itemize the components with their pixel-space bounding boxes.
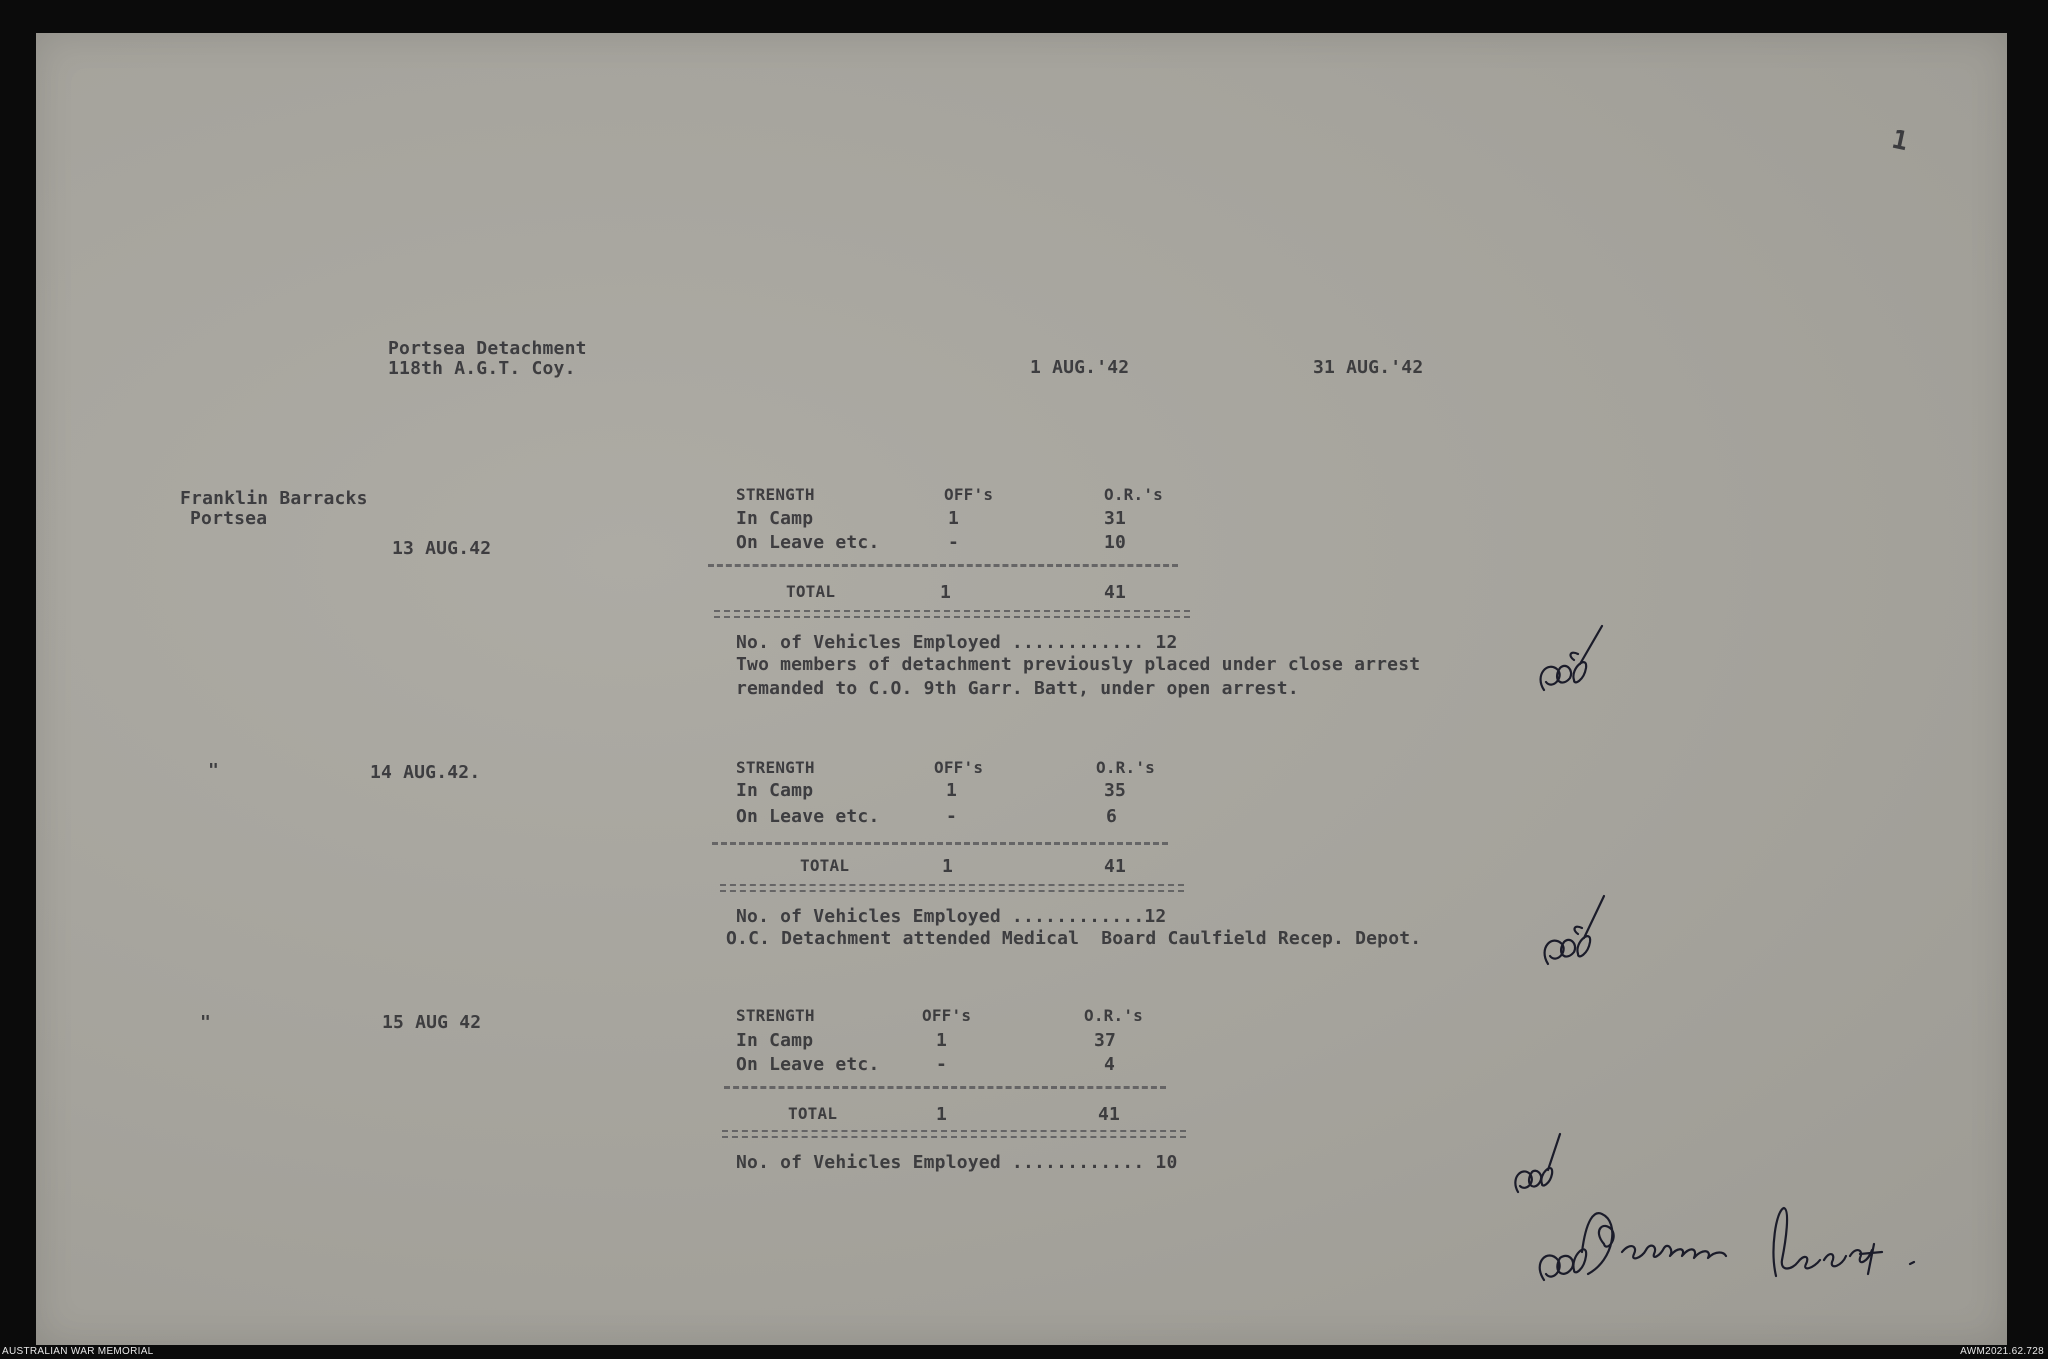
in-camp-other-ranks: 31 (1104, 508, 1127, 529)
vehicles-employed: No. of Vehicles Employed ............ 10 (736, 1152, 1178, 1173)
other-ranks-heading: O.R.'s (1084, 1006, 1143, 1025)
total-label: TOTAL (786, 582, 836, 601)
ditto-mark: " (208, 760, 220, 781)
subtotal-rule (708, 564, 1178, 567)
leave-officers: - (948, 532, 960, 553)
total-officers: 1 (940, 582, 952, 603)
total-other-ranks: 41 (1104, 582, 1127, 603)
other-ranks-heading: O.R.'s (1104, 485, 1163, 504)
handwritten-initials-2 (1536, 892, 1616, 972)
in-camp-officers: 1 (936, 1030, 948, 1051)
total-other-ranks: 41 (1104, 856, 1127, 877)
leave-other-ranks: 4 (1104, 1054, 1116, 1075)
in-camp-other-ranks: 37 (1094, 1030, 1117, 1051)
unit-name-line1: Portsea Detachment (388, 338, 587, 359)
subtotal-rule (724, 1086, 1166, 1089)
officers-heading: OFF's (922, 1006, 972, 1025)
in-camp-officers: 1 (948, 508, 960, 529)
remark-line1: Two members of detachment previously placed under close arrest (736, 654, 1421, 675)
total-officers: 1 (936, 1104, 948, 1125)
location-line2: Portsea (190, 508, 268, 529)
total-other-ranks: 41 (1098, 1104, 1121, 1125)
entry-date: 14 AUG.42. (370, 762, 481, 783)
in-camp-label: In Camp (736, 1030, 814, 1051)
handwritten-initials-1 (1530, 620, 1610, 700)
total-double-rule (714, 610, 1190, 618)
in-camp-label: In Camp (736, 780, 814, 801)
entry-date: 15 AUG 42 (382, 1012, 482, 1033)
entry-date: 13 AUG.42 (392, 538, 492, 559)
ditto-mark: " (200, 1012, 212, 1033)
total-label: TOTAL (800, 856, 850, 875)
subtotal-rule (712, 842, 1168, 845)
total-double-rule (722, 1130, 1186, 1138)
page-number: 1 (1889, 124, 1911, 158)
strength-heading: STRENGTH (736, 758, 815, 777)
location-line1: Franklin Barracks (180, 488, 368, 509)
vehicles-employed: No. of Vehicles Employed ............12 (736, 906, 1167, 927)
leave-officers: - (936, 1054, 948, 1075)
unit-name-line2: 118th A.G.T. Coy. (388, 358, 576, 379)
officers-heading: OFF's (944, 485, 994, 504)
total-label: TOTAL (788, 1104, 838, 1123)
total-double-rule (720, 884, 1184, 892)
handwritten-signature (1530, 1190, 1940, 1300)
in-camp-label: In Camp (736, 508, 814, 529)
archive-credit: AUSTRALIAN WAR MEMORIAL (2, 1346, 154, 1357)
accession-number: AWM2021.62.728 (1960, 1346, 2044, 1357)
strength-heading: STRENGTH (736, 1006, 815, 1025)
leave-label: On Leave etc. (736, 806, 880, 827)
total-officers: 1 (942, 856, 954, 877)
vehicles-employed: No. of Vehicles Employed ............ 12 (736, 632, 1178, 653)
leave-officers: - (946, 806, 958, 827)
leave-other-ranks: 6 (1106, 806, 1118, 827)
other-ranks-heading: O.R.'s (1096, 758, 1155, 777)
officers-heading: OFF's (934, 758, 984, 777)
remark-line2: remanded to C.O. 9th Garr. Batt, under open arrest. (736, 678, 1299, 699)
in-camp-officers: 1 (946, 780, 958, 801)
in-camp-other-ranks: 35 (1104, 780, 1127, 801)
leave-label: On Leave etc. (736, 1054, 880, 1075)
leave-other-ranks: 10 (1104, 532, 1127, 553)
leave-label: On Leave etc. (736, 532, 880, 553)
strength-heading: STRENGTH (736, 485, 815, 504)
remark-line1: O.C. Detachment attended Medical Board Caulfield Recep. Depot. (726, 928, 1422, 949)
period-start-date: 1 AUG.'42 (1030, 357, 1130, 378)
period-end-date: 31 AUG.'42 (1313, 357, 1424, 378)
